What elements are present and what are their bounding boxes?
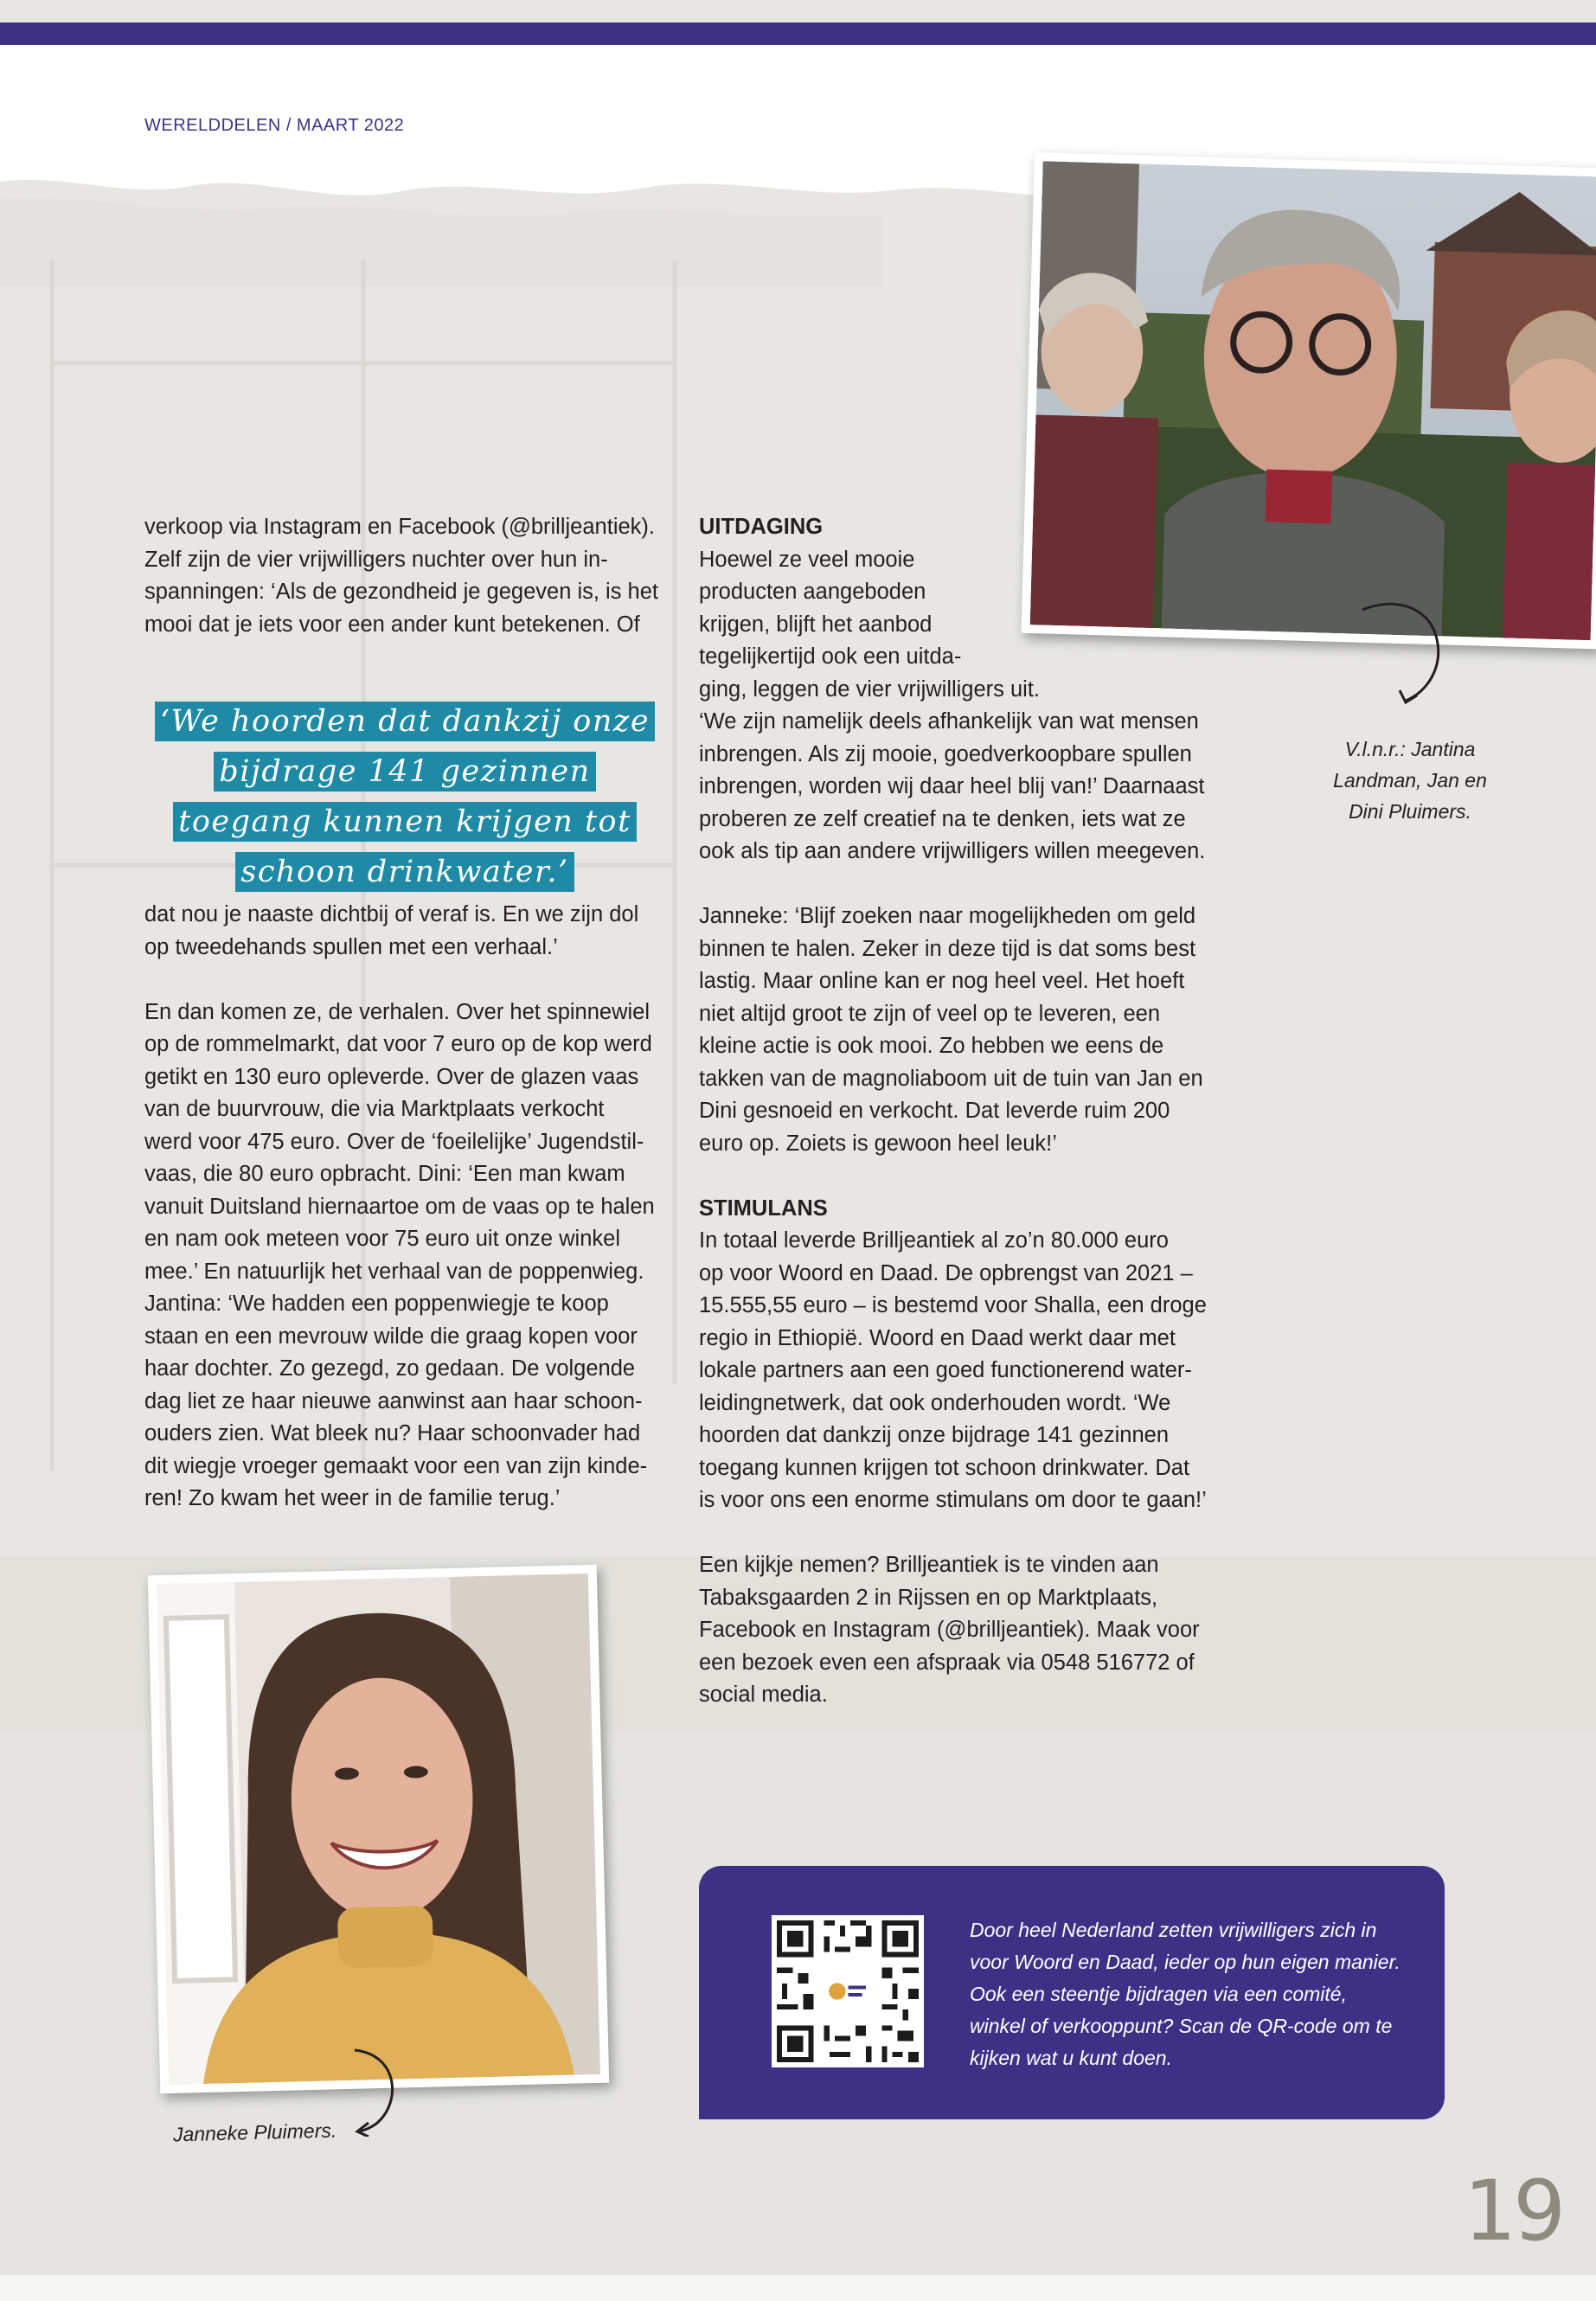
pull-quote bbox=[145, 696, 664, 897]
page-number: 19 bbox=[1464, 2163, 1563, 2259]
body-paragraph: dat nou je naaste dichtbij of veraf is. En we zijn dol op tweedehands spullen met een verhaal.’ bbox=[144, 902, 639, 959]
group-photo bbox=[1021, 152, 1596, 649]
body-paragraph: In totaal leverde Brilljeantiek al zo’n 80.000 euro op voor Woord en Daad. De opbrengst van 2021 – 15.555,55 euro – is bestemd voor Shalla, een droge regio in Ethiopië. Woord en Daad werkt daar met lokale partners aan een goed functionerend water- leidingnetwerk, dat ook onderhouden wordt. ‘We hoorden dat dankzij onze bijdrage 141 gezinnen toegang kunnen krijgen tot schoon drinkwater. Dat is voor ons een enorme stimulans om door te gaan!’ bbox=[699, 1228, 1207, 1512]
footer-strip bbox=[0, 2275, 1596, 2301]
column-2 bbox=[699, 511, 1227, 1712]
group-photo-image bbox=[1030, 161, 1596, 640]
column-1-top bbox=[144, 511, 672, 641]
qr-code-icon bbox=[772, 1915, 924, 2067]
column-1-bottom bbox=[144, 899, 672, 1516]
qr-code[interactable] bbox=[772, 1915, 924, 2067]
portrait-photo bbox=[148, 1565, 609, 2094]
portrait-photo-caption: Janneke Pluimers. bbox=[172, 2118, 337, 2146]
group-photo-caption: V.l.n.r.: Jantina Landman, Jan en Dini Pluimers. bbox=[1333, 738, 1487, 823]
subheading-stimulans: STIMULANS bbox=[699, 1195, 828, 1221]
caption-arrow-icon bbox=[346, 2041, 407, 2137]
body-paragraph: Janneke: ‘Blijf zoeken naar mogelijkheden om geld binnen te halen. Zeker in deze tijd is dat soms best lastig. Maar online kan er nog heel veel. Het hoeft niet altijd groot te zijn of veel op te leveren, een kleine actie is ook mooi. Zo hebben we eens de takken van de magnoliaboom uit de tuin van Jan en Dini gesnoeid en verkocht. Dat leverde ruim 200 euro op. Zoiets is gewoon heel leuk!’ bbox=[699, 904, 1203, 1156]
qr-info-text: Door heel Nederland zetten vrijwilligers zich in voor Woord en Daad, ieder op hun eigen manier. Ook een steentje bijdragen via een comité, winkel of verkooppunt? Scan de QR-code om te kijken wat u kunt doen. bbox=[970, 1919, 1401, 2069]
subheading-uitdaging: UITDAGING bbox=[699, 515, 824, 539]
pull-quote-text: ‘We hoorden dat dankzij onze bijdrage 141 gezinnen toegang kunnen krijgen tot schoon drinkwater.’ bbox=[155, 702, 655, 892]
top-brand-bar bbox=[0, 22, 1596, 45]
body-paragraph: Een kijkje nemen? Brilljeantiek is te vinden aan Tabaksgaarden 2 in Rijssen en op Marktplaats, Facebook en Instagram (@brilljeantiek). Maak voor een bezoek even een afspraak via 0548 516772 of social media. bbox=[699, 1553, 1200, 1707]
portrait-photo-image bbox=[157, 1574, 600, 2085]
qr-info-box bbox=[699, 1866, 1445, 2119]
section-header: WERELDDELEN / MAART 2022 bbox=[144, 116, 405, 135]
body-paragraph: Hoewel ze veel mooie producten aangeboden krijgen, blijft het aanbod tegelijkertijd ook een uitda- ging, leggen de vier vrijwilligers uit. ‘We zijn namelijk deels afhankelijk van wat mensen inbrengen. Als zij mooie, goedverkoopbare spullen inbrengen, worden wij daar heel blij van!’ Daarnaast proberen ze zelf creatief na te denken, iets wat ze ook als tip aan andere vrijwilligers willen meegeven. bbox=[699, 547, 1206, 863]
body-paragraph: En dan komen ze, de verhalen. Over het spinnewiel op de rommelmarkt, dat voor 7 euro op de kop werd getikt en 130 euro opleverde. Over de glazen vaas van de buurvrouw, die via Marktplaats verkocht werd voor 475 euro. Over de ‘foeilelijke’ Jugendstil- vaas, die 80 euro opbracht. Dini: ‘Een man kwam vanuit Duitsland hiernaartoe om de vaas op te halen en nam ook meteen voor 75 euro uit onze winkel mee.’ En natuurlijk het verhaal van de poppenwieg. Jantina: ‘We hadden een poppenwiegje te koop staan en een mevrouw wilde die graag kopen voor haar dochter. Zo gezegd, zo gedaan. De volgende dag liet ze haar nieuwe aanwinst aan haar schoon- ouders zien. Wat bleek nu? Haar schoonvader had dit wiegje vroeger gemaakt voor een van zijn kinde- ren! Zo kwam het weer in de familie terug.’ bbox=[144, 999, 655, 1510]
caption-arrow-icon bbox=[1358, 597, 1453, 718]
body-paragraph: verkoop via Instagram en Facebook (@brilljeantiek). Zelf zijn de vier vrijwilligers nuchter over hun in- spanningen: ‘Als de gezondheid je gegeven is, is het mooi dat je iets voor een ander kunt betekenen. Of bbox=[144, 515, 659, 637]
